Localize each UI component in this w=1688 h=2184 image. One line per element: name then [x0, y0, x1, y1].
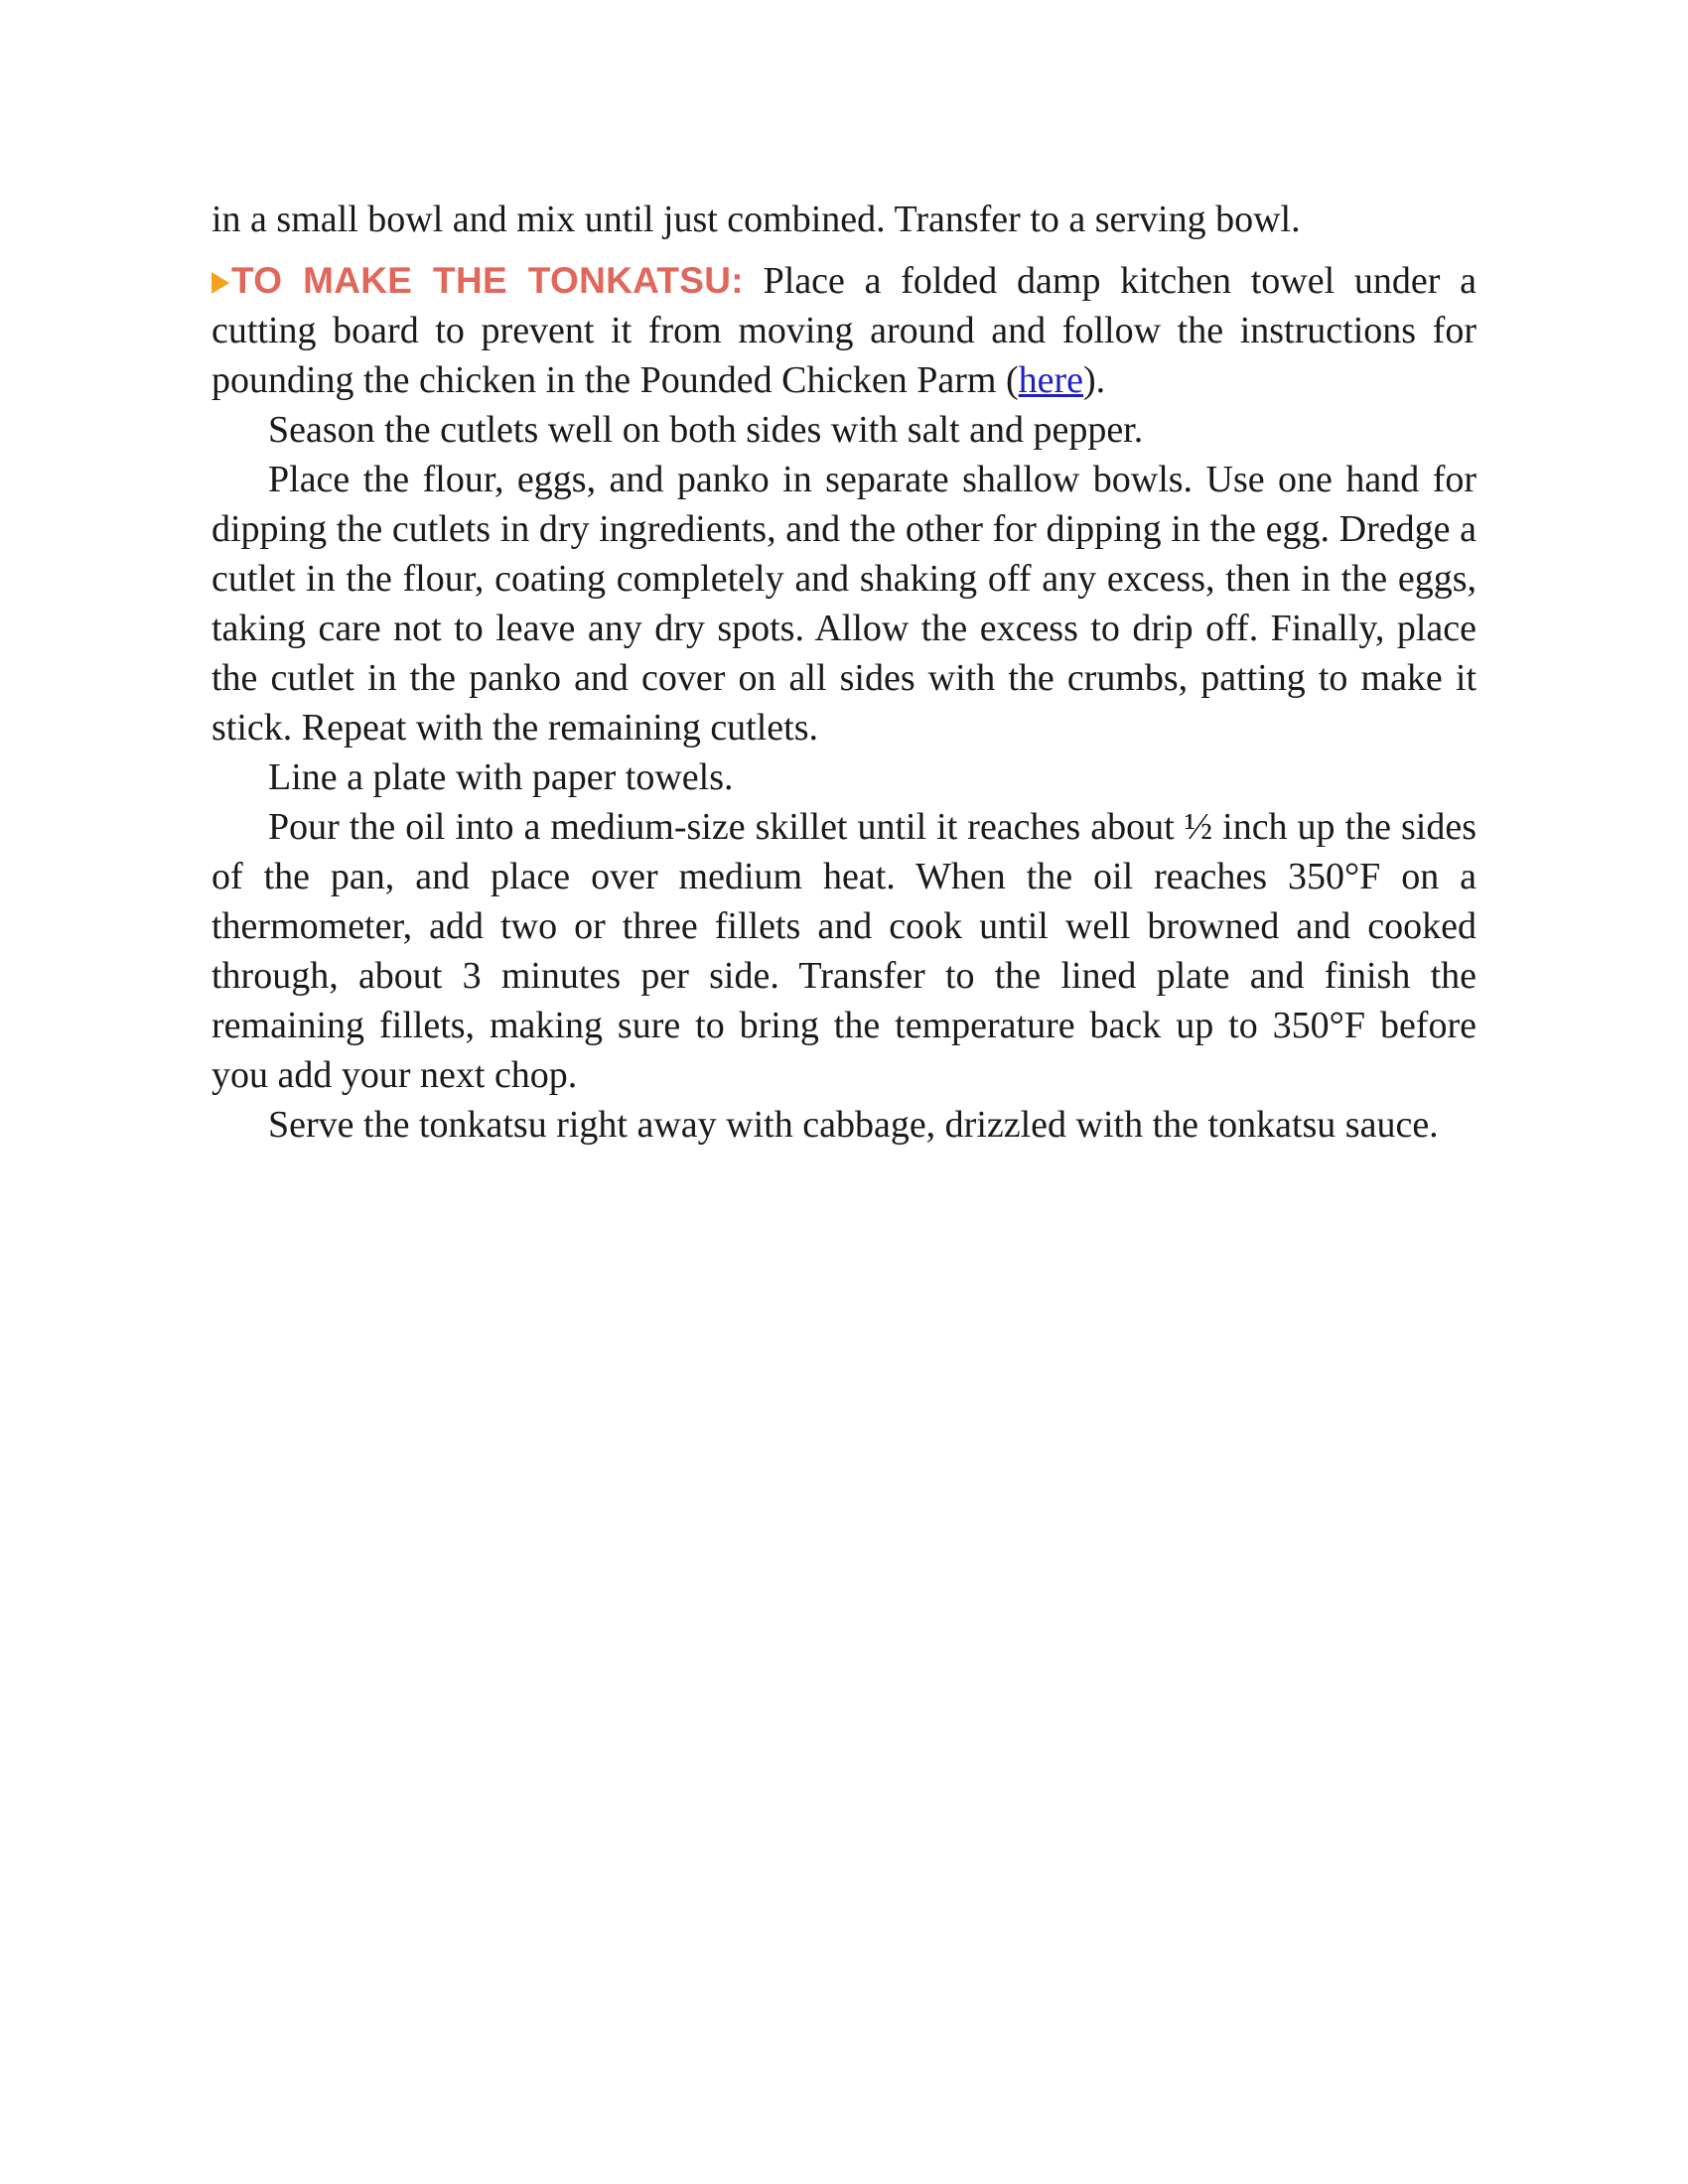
tonkatsu-section-paragraph — [211, 256, 1477, 405]
plate-paragraph: Line a plate with paper towels. — [268, 756, 734, 798]
section-heading: TO MAKE THE TONKATSU: — [231, 260, 744, 301]
fry-paragraph: Pour the oil into a medium-size skillet until it reaches about ½ inch up the sides of the pan, and place over medium heat. When the oil reaches 350°F on a thermometer, add two or three fillets and cook until well browned and cooked through, about 3 minutes per side. Transfer to the lined plate and finish the remaining fillets, making sure to bring the temperature back up to 350°F before you add your next chop. — [211, 806, 1477, 1096]
section-marker-icon — [211, 272, 229, 294]
section-text-after-link: ). — [1083, 359, 1106, 401]
section-text-before-link: Place a folded damp kitchen towel under a cutting board to prevent it from moving around and follow the instructions for pounding the chicken in the Pounded Chicken Parm ( — [211, 260, 1477, 401]
recipe-page — [211, 195, 1477, 1150]
serve-paragraph: Serve the tonkatsu right away with cabbage, drizzled with the tonkatsu sauce. — [268, 1104, 1439, 1146]
continuation-paragraph: in a small bowl and mix until just combined. Transfer to a serving bowl. — [211, 199, 1301, 240]
dredge-paragraph: Place the flour, eggs, and panko in separate shallow bowls. Use one hand for dipping the cutlets in dry ingredients, and the other for dipping in the egg. Dredge a cutlet in the flour, coating completely and shaking off any excess, then in the eggs, taking care not to leave any dry spots. Allow the excess to drip off. Finally, place the cutlet in the panko and cover on all sides with the crumbs, patting to make it stick. Repeat with the remaining cutlets. — [211, 459, 1477, 749]
here-link[interactable]: here — [1018, 359, 1084, 401]
season-paragraph: Season the cutlets well on both sides with salt and pepper. — [268, 409, 1144, 451]
